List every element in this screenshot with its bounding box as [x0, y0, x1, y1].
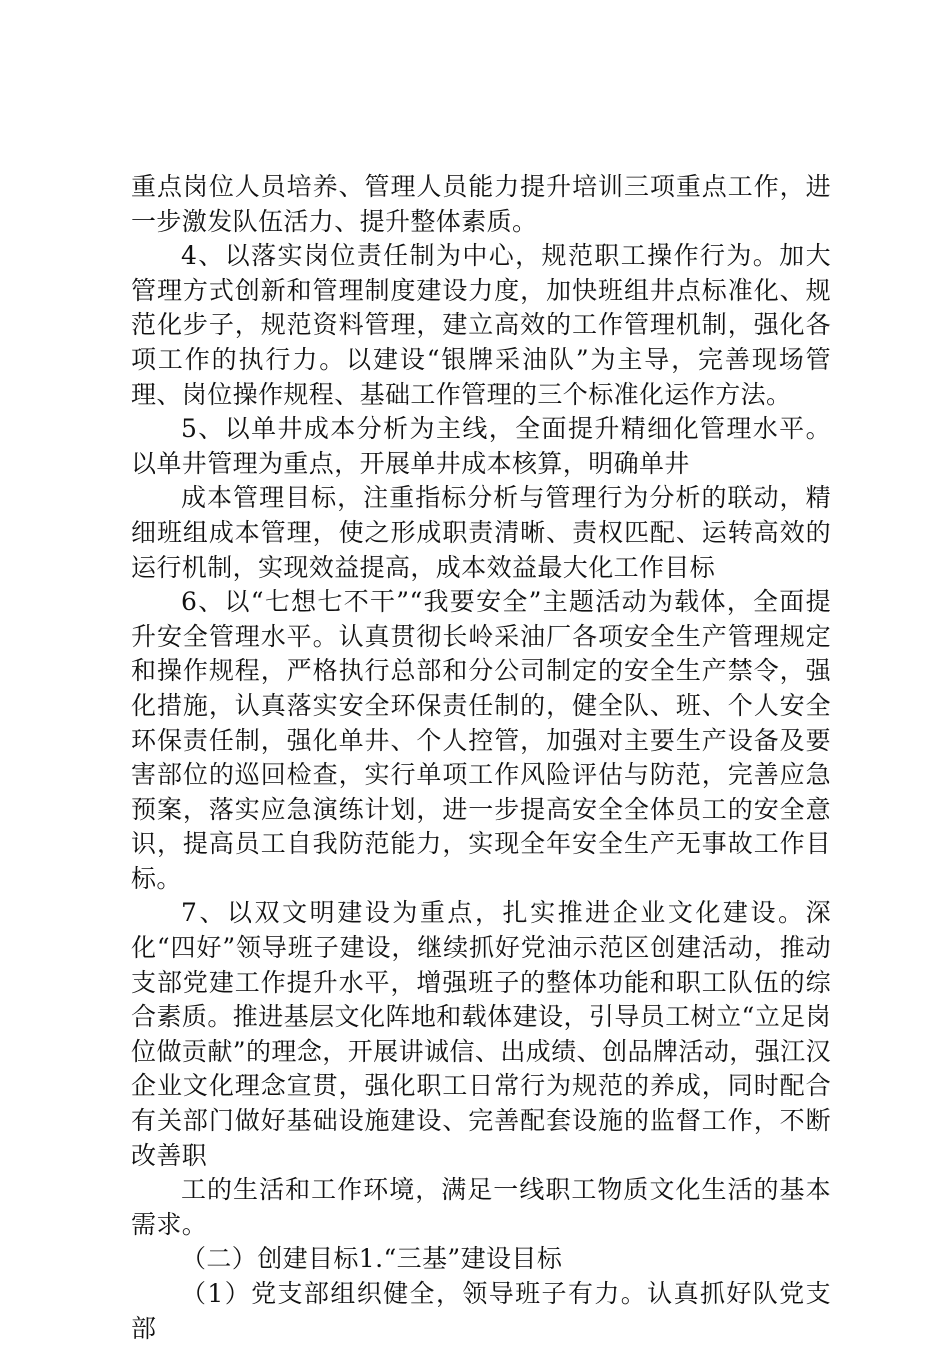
document-body	[131, 170, 831, 1346]
paragraph-1: 重点岗位人员培养、管理人员能力提升培训三项重点工作，进一步激发队伍活力、提升整体素质。	[131, 172, 831, 236]
paragraph-7: 工的生活和工作环境，满足一线职工物质文化生活的基本需求。	[131, 1175, 831, 1239]
paragraph-6: 7、以双文明建设为重点，扎实推进企业文化建设。深化“四好”领导班子建设，继续抓好党油示范区创建活动，推动支部党建工作提升水平，增强班子的整体功能和职工队伍的综合素质。推进基层文化阵地和载体建设，引导员工树立“立足岗位做贡献”的理念，开展讲诚信、出成绩、创品牌活动，强江汉企业文化理念宣贯，强化职工日常行为规范的养成，同时配合有关部门做好基础设施建设、完善配套设施的监督工作，不断改善职	[131, 898, 831, 1170]
paragraph-2: 4、以落实岗位责任制为中心，规范职工操作行为。加大管理方式创新和管理制度建设力度，加快班组井点标准化、规范化步子，规范资料管理，建立高效的工作管理机制，强化各项工作的执行力。以建设“银牌采油队”为主导，完善现场管理、岗位操作规程、基础工作管理的三个标准化运作方法。	[131, 241, 831, 409]
paragraph-3: 5、以单井成本分析为主线，全面提升精细化管理水平。以单井管理为重点，开展单井成本核算，明确单井	[131, 414, 831, 478]
paragraph-8: （1）党支部组织健全，领导班子有力。认真抓好队党支部	[131, 1279, 831, 1343]
paragraph-5: 6、以“七想七不干”“我要安全”主题活动为载体，全面提升安全管理水平。认真贯彻长岭采油厂各项安全生产管理规定和操作规程，严格执行总部和分公司制定的安全生产禁令，强化措施，认真落实安全环保责任制的，健全队、班、个人安全环保责任制，强化单井、个人控管，加强对主要生产设备及要害部位的巡回检查，实行单项工作风险评估与防范，完善应急预案，落实应急演练计划，进一步提高安全全体员工的安全意识，提高员工自我防范能力，实现全年安全生产无事故工作目标。	[131, 587, 831, 893]
paragraph-4: 成本管理目标，注重指标分析与管理行为分析的联动，精细班组成本管理，使之形成职责清晰、责权匹配、运转高效的运行机制，实现效益提高，成本效益最大化工作目标	[131, 483, 831, 582]
section-heading: （二）创建目标1.“三基”建设目标	[181, 1244, 563, 1274]
